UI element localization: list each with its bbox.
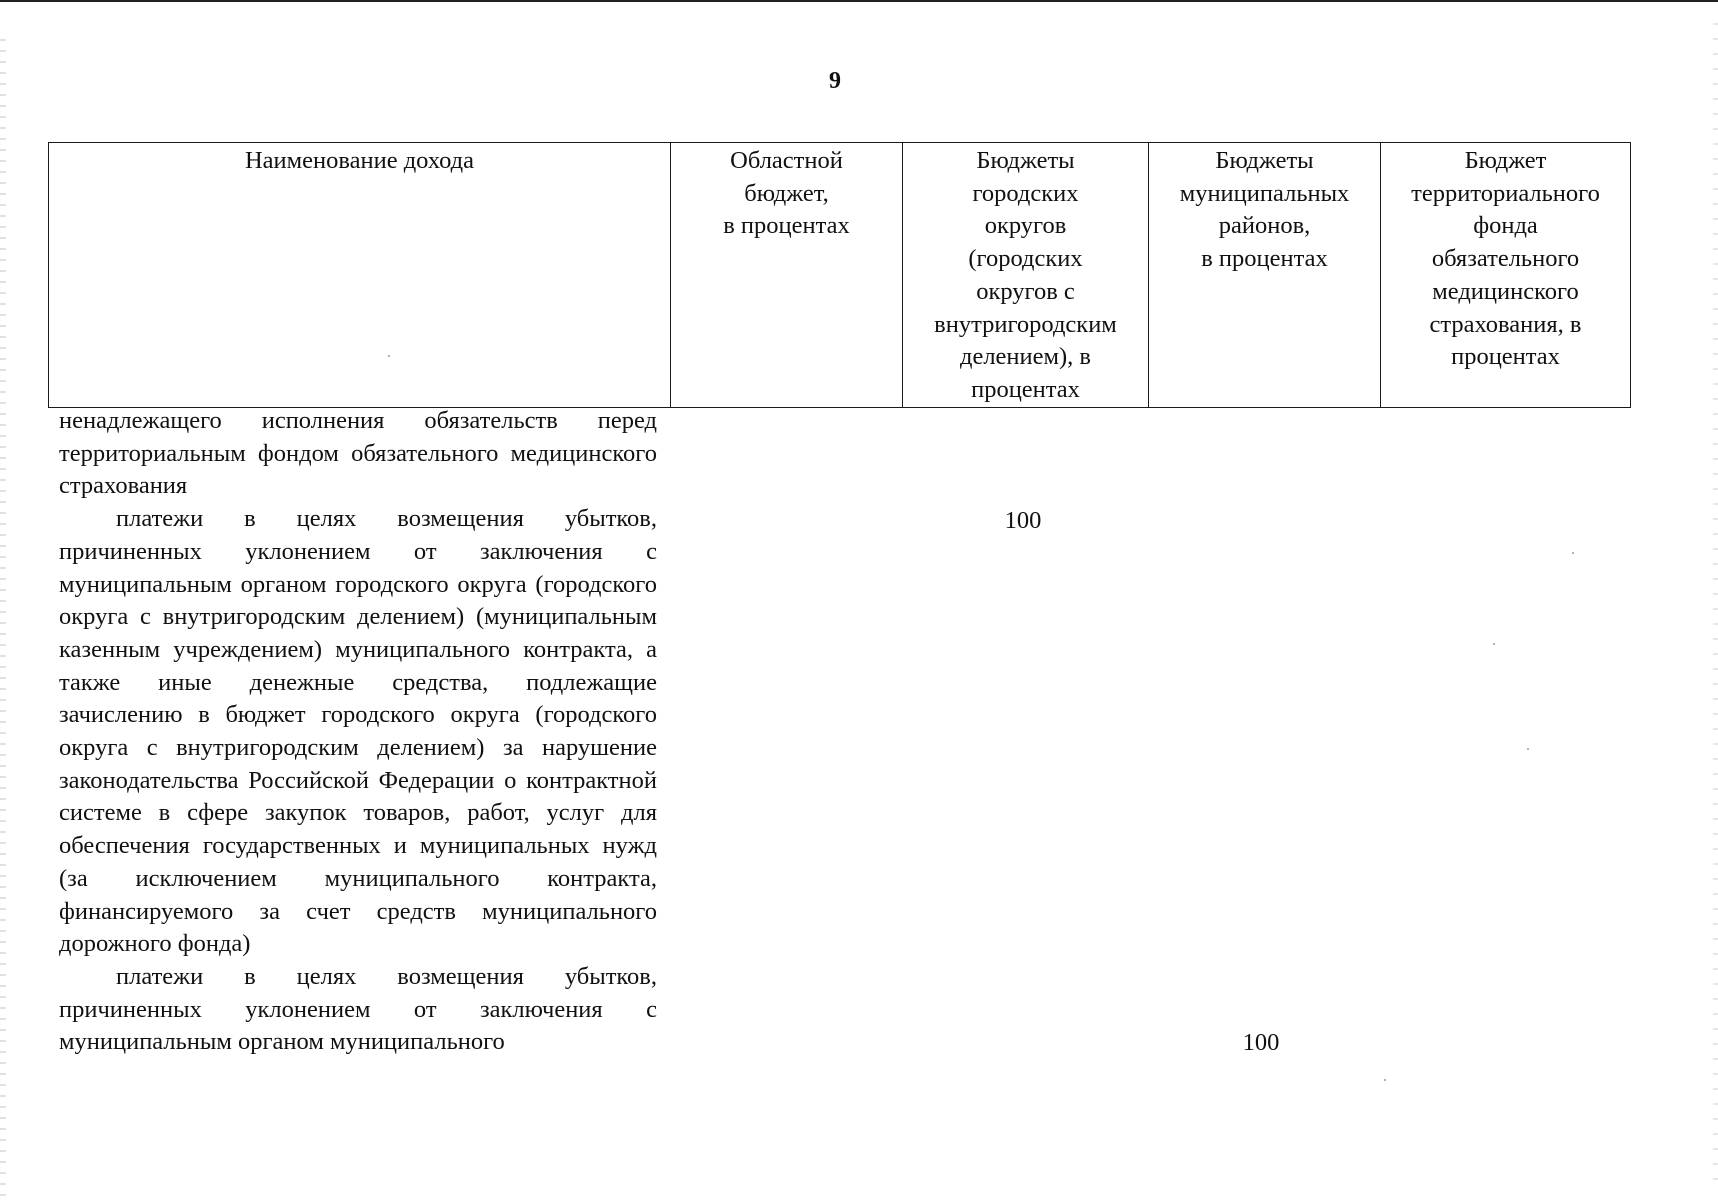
scan-edge-left: [0, 30, 6, 1200]
revenue-row-text: платежи в целях возмещения убытков, причиненных уклонением от заключения с муниципальным органом городского округа (городского округа с внутригородским делением) (муниципальным казенным учреждением) муниципального контракта, а также иные денежные средства, подлежащие зачислению в бюджет городского округа (городского округа с внутригородским делением) за нарушение законодательства Российской Федерации о контрактной системе в сфере закупок товаров, работ, услуг для обеспечения государственных и муниципальных нужд (за исключением муниципального контракта, финансируемого за счет средств муниципального дорожного фонда): [59, 505, 657, 958]
scan-edge-right: [1713, 10, 1718, 1190]
scan-speck: [1384, 1079, 1386, 1081]
column-header-health-insurance-fund-budget: Бюджет территориального фонда обязательного медицинского страхования, в процентах: [1381, 143, 1631, 408]
revenue-distribution-table-header: [48, 142, 1631, 408]
scan-speck: [1493, 643, 1495, 645]
revenue-row-text: ненадлежащего исполнения обязательств перед территориальным фондом обязательного медицинского страхования: [59, 407, 657, 500]
column-header-regional-budget: Областной бюджет, в процентах: [671, 143, 903, 408]
table-header-row: [49, 143, 1631, 408]
scan-speck: [1527, 748, 1529, 750]
municipal-district-percent-value: 100: [1242, 1029, 1280, 1056]
city-district-percent-value: 100: [1004, 507, 1042, 534]
revenue-row-text: платежи в целях возмещения убытков, причиненных уклонением от заключения с муниципальным органом муниципального: [59, 962, 657, 1056]
scan-speck: [388, 355, 390, 357]
column-header-revenue-name: Наименование дохода: [49, 143, 671, 408]
column-header-municipal-district-budgets: Бюджеты муниципальных районов, в процентах: [1149, 143, 1381, 408]
page-number: 9: [829, 68, 841, 94]
revenue-name-column: [59, 405, 657, 1059]
scan-speck: [1572, 552, 1574, 554]
page-top-border: [0, 0, 1718, 2]
column-header-city-district-budgets: Бюджеты городских округов (городских округов с внутригородским делением), в процентах: [903, 143, 1149, 408]
